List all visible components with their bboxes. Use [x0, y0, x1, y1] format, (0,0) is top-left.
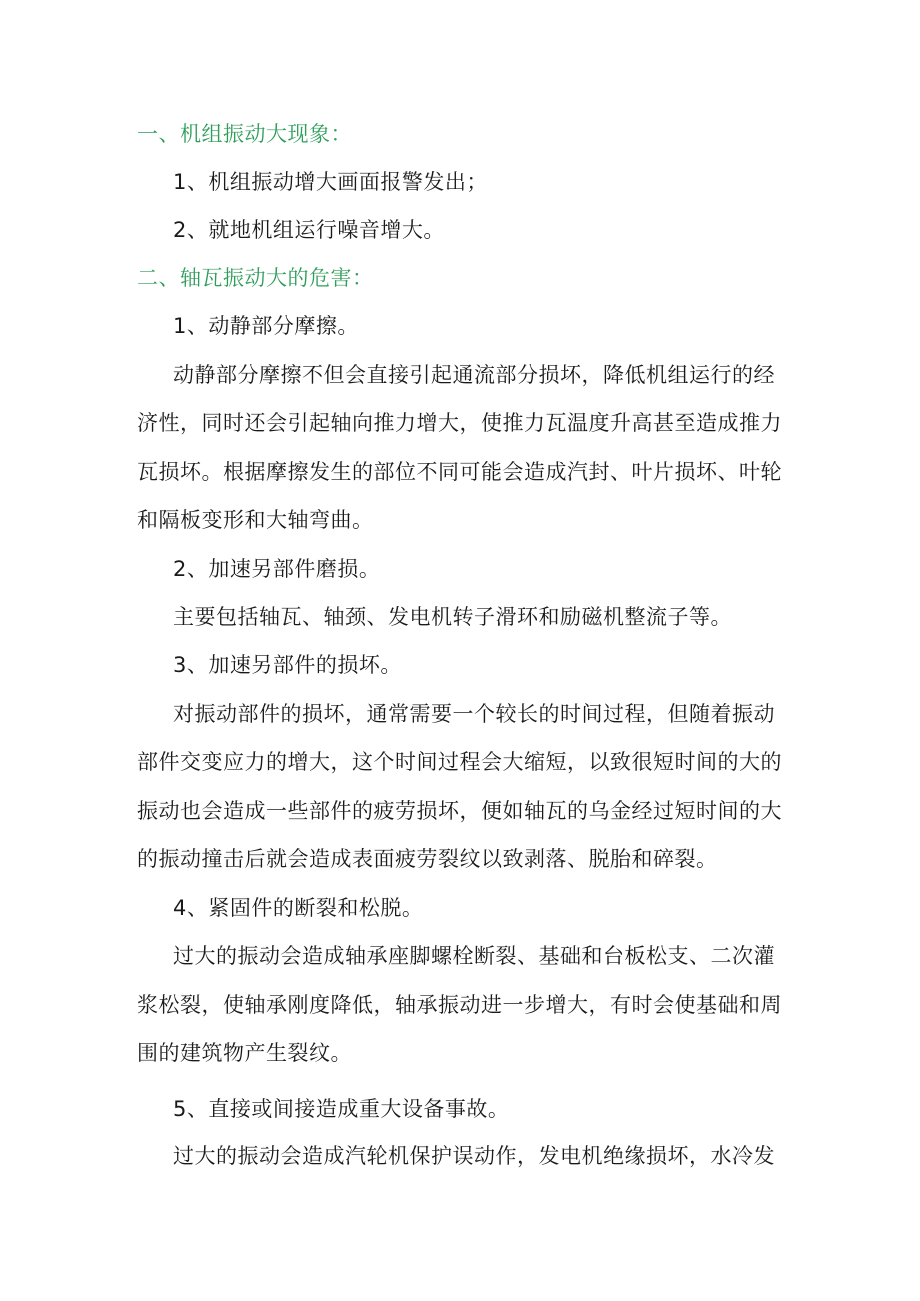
item-2-para-line-1: 主要包括轴瓦、轴颈、发电机转子滑环和励磁机整流子等。 — [173, 605, 732, 629]
item-1-para-line-4: 和隔板变形和大轴弯曲。 — [137, 508, 374, 532]
item-4-title: 4、紧固件的断裂和松脱。 — [173, 896, 424, 920]
item-3-para-line-2: 部件交变应力的增大，这个时间过程会大缩短，以致很短时间的大的 — [137, 750, 782, 774]
section-1-item-1: 1、机组振动增大画面报警发出； — [173, 170, 488, 194]
item-3-para-line-1: 对振动部件的损坏，通常需要一个较长的时间过程，但随着振动 — [173, 702, 775, 726]
item-5-para-line-1: 过大的振动会造成汽轮机保护误动作，发电机绝缘损坏，水冷发 — [173, 1144, 775, 1168]
section-2-heading: 二、轴瓦振动大的危害： — [137, 266, 374, 290]
item-1-para-line-1: 动静部分摩擦不但会直接引起通流部分损坏，降低机组运行的经 — [173, 363, 775, 387]
item-4-para-line-1: 过大的振动会造成轴承座脚螺栓断裂、基础和台板松支、二次灌 — [173, 944, 775, 968]
item-5-title: 5、直接或间接造成重大设备事故。 — [173, 1097, 510, 1121]
item-4-para-line-2: 浆松裂，使轴承刚度降低，轴承振动进一步增大，有时会使基础和周 — [137, 993, 782, 1017]
item-3-para-line-3: 振动也会造成一些部件的疲劳损坏，便如轴瓦的乌金经过短时间的大 — [137, 799, 782, 823]
item-2-title: 2、加速另部件磨损。 — [173, 557, 381, 581]
section-1-item-2: 2、就地机组运行噪音增大。 — [173, 218, 445, 242]
item-4-para-line-3: 围的建筑物产生裂纹。 — [137, 1041, 352, 1065]
section-1-heading: 一、机组振动大现象： — [137, 122, 352, 146]
item-3-para-line-4: 的振动撞击后就会造成表面疲劳裂纹以致剥落、脱胎和碎裂。 — [137, 847, 718, 871]
item-3-title: 3、加速另部件的损坏。 — [173, 653, 402, 677]
item-1-para-line-2: 济性，同时还会引起轴向推力增大，使推力瓦温度升高甚至造成推力 — [137, 411, 782, 435]
item-1-para-line-3: 瓦损坏。根据摩擦发生的部位不同可能会造成汽封、叶片损坏、叶轮 — [137, 460, 782, 484]
item-1-title: 1、动静部分摩擦。 — [173, 314, 359, 338]
